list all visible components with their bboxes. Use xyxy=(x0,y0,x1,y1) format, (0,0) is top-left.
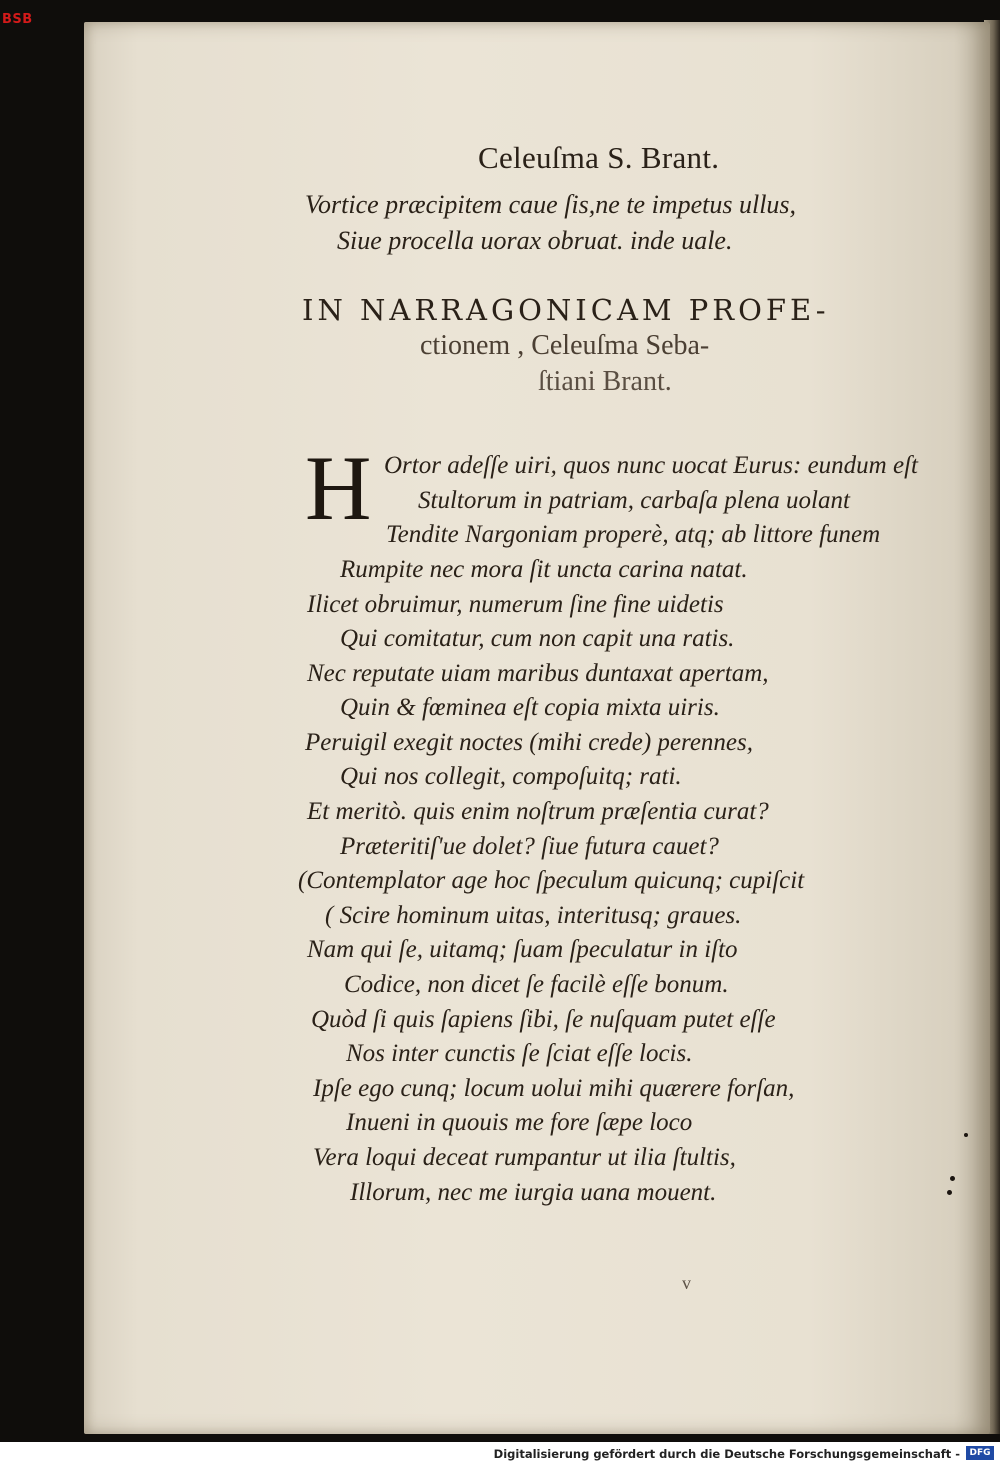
poem-line: Ilicet obruimur, numerum ſine fine uidetis xyxy=(307,591,724,618)
poem-line: Nec reputate uiam maribus duntaxat apertam, xyxy=(307,660,769,687)
poem-line: Inueni in quouis me fore ſæpe loco xyxy=(346,1109,693,1136)
drop-cap: H xyxy=(305,437,372,539)
poem-line: Stultorum in patriam, carbaſa plena uolant xyxy=(418,487,850,514)
poem-line: Quòd ſi quis ſapiens ſibi, ſe nuſquam putet eſſe xyxy=(311,1006,776,1033)
dfg-logo: DFG xyxy=(966,1446,994,1460)
poem-line: Peruigil exegit noctes (mihi crede) perennes, xyxy=(305,729,753,756)
motto-line: Vortice præcipitem caue ſis,ne te impetus ullus, xyxy=(305,190,797,219)
footer-bar xyxy=(0,1442,1000,1466)
ink-speck xyxy=(947,1190,952,1195)
poem-line: Quin & fœminea eſt copia mixta uiris. xyxy=(340,694,720,721)
section-title-line: ctionem , Celeuſma Seba- xyxy=(420,330,710,361)
folio-mark: v xyxy=(682,1273,691,1293)
poem-line: ( Scire hominum uitas, interitusq; graues. xyxy=(325,902,742,929)
ink-speck xyxy=(964,1133,968,1137)
motto-line: Siue procella uorax obruat. inde uale. xyxy=(337,226,733,255)
poem-line: Præteritiſ'ue dolet? ſiue futura cauet? xyxy=(340,833,719,860)
section-title-line: IN NARRAGONICAM PROFE- xyxy=(302,293,830,327)
bsb-logo: BSB xyxy=(2,12,33,27)
poem-line: (Contemplator age hoc ſpeculum quicunq; cupiſcit xyxy=(298,867,805,894)
poem-line: Rumpite nec mora ſit uncta carina natat. xyxy=(340,556,748,583)
poem-line: Qui nos collegit, compoſuitq; rati. xyxy=(340,763,682,790)
poem-line: Et meritò. quis enim noſtrum præſentia curat? xyxy=(307,798,769,825)
poem-line: Illorum, nec me iurgia uana mouent. xyxy=(350,1179,717,1206)
poem-line: Tendite Nargoniam properè, atq; ab littore funem xyxy=(386,521,881,548)
poem-line: Codice, non dicet ſe facilè eſſe bonum. xyxy=(344,971,729,998)
digitization-credit: Digitalisierung gefördert durch die Deutsche Forschungsgemeinschaft - xyxy=(493,1447,960,1461)
poem-line: Nam qui ſe, uitamq; ſuam ſpeculatur in iſto xyxy=(307,936,738,963)
poem-line: Ortor adeſſe uiri, quos nunc uocat Eurus: eundum eſt xyxy=(384,452,918,479)
poem-line: Vera loqui deceat rumpantur ut ilia ſtultis, xyxy=(313,1144,736,1171)
poem-line: Qui comitatur, cum non capit una ratis. xyxy=(340,625,735,652)
poem-line: Ipſe ego cunq; locum uolui mihi quærere forſan, xyxy=(313,1075,795,1102)
running-head: Celeuſma S. Brant. xyxy=(478,140,720,175)
section-title-line: ſtiani Brant. xyxy=(538,366,672,397)
ink-speck xyxy=(950,1176,955,1181)
poem-line: Nos inter cunctis ſe ſciat eſſe locis. xyxy=(346,1040,693,1067)
